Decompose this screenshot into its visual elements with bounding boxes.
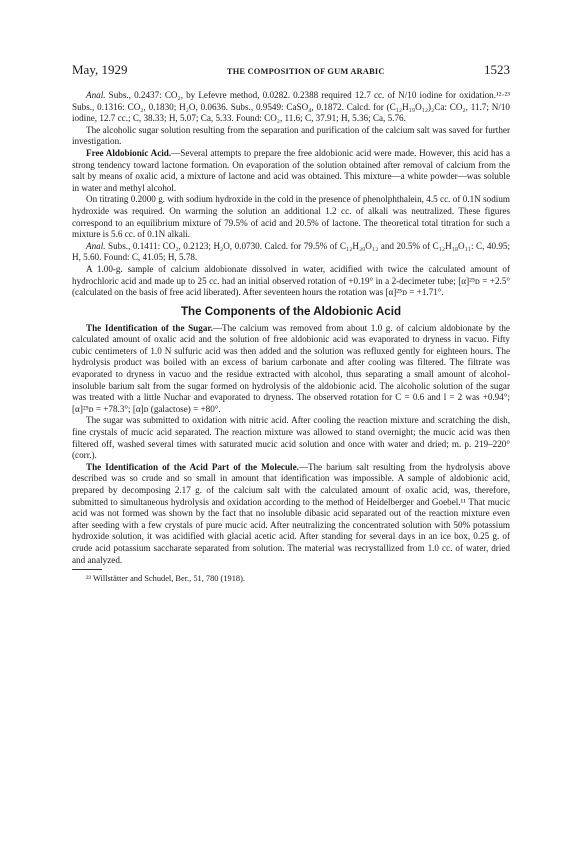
paragraph-lead: Anal. (86, 90, 106, 100)
paragraph-text: On titrating 0.2000 g. with sodium hydroxide in the cold in the presence of phenolphthalein, 4.5 cc. of 0.1N sodium hydroxide was required. On warming the solution an additional 1.2 cc. of alkali was neutralized. These figures correspond to an equilibrium mixture of 79.5% of acid and 20.5% of lactone. The theoretical total titration for such a mixture is 5.6 cc. of 0.1N alkali. (72, 194, 510, 240)
paragraph-titration (72, 194, 510, 240)
paragraph-nitric-oxidation (72, 415, 510, 461)
paragraph-text: The sugar was submitted to oxidation with nitric acid. After cooling the reaction mixture and scratching the dish, fine crystals of mucic acid separated. The reaction mixture was allowed to stand overnight; the mucic acid was then filtered off, washed several times with saturated mucic acid solution and once with water and dried; m. p. 219–220° (corr.). (72, 415, 510, 461)
section-heading: The Components of the Aldobionic Acid (180, 304, 402, 318)
journal-page (72, 62, 510, 584)
footnote: ²³ Willstätter and Schudel, Ber., 51, 780 (1918). (86, 574, 245, 584)
paragraph-text: Subs., 0.2437: CO₂, by Lefevre method, 0.0282. 0.2388 required 12.7 cc. of N/10 iodine for oxidation.¹²·²³ Subs., 0.1316: CO₂, 0.1830; H₂O, 0.0636. Subs., 0.9549: CaSO₄, 0.1872. Calcd. for (C₁₂H₁₉O₁₂)₂Ca: CO₂, 11.7; N/10 iodine, 12.7 cc.; C, 38.33; H, 5.07; Ca, 5.33. Found: CO₂, 11.6; C, 37.91; H, 5.36; Ca, 5.76. (72, 90, 510, 124)
page-number: 1523 (484, 62, 510, 77)
paragraph-text: The alcoholic sugar solution resulting from the separation and purification of the calcium salt was saved for further investigation. (72, 124, 510, 147)
paragraph-text: —Several attempts to prepare the free aldobionic acid were made. However, this acid has a strong tendency toward lactone formation. On evaporation of the solution obtained after removal of calcium from the salt by means of oxalic acid, a mixture of lactone and acid was obtained. This mixture—a white powder—was soluble in water and methyl alcohol. (72, 147, 510, 193)
paragraph-lead: The Identification of the Acid Part of the Molecule. (86, 461, 299, 472)
paragraph-lead: The Identification of the Sugar. (86, 322, 213, 333)
paragraph-free-aldobionic-acid (72, 148, 510, 194)
paragraph-text: A 1.00-g. sample of calcium aldobionate dissolved in water, acidified with twice the calculated amount of hydrochloric acid and made up to 25 cc. had an initial observed rotation of +0.19° in a 2-decimeter tube; [α]²⁵ᴅ = +2.5° (calculated on the basis of free acid liberated). After seventeen hours the rotation was [α]²⁵ᴅ = +1.71°. (72, 263, 510, 298)
issue-date: May, 1929 (72, 62, 128, 77)
paragraph-identification-sugar (72, 323, 510, 416)
paragraph-text: —The calcium was removed from about 1.0 g. of calcium aldobionate by the calculated amount of oxalic acid and the solution of free aldobionic acid was evaporated to dryness in vacuo. Fifty cubic centimeters of 1.0 N sulfuric acid was then added and the solution was refluxed gently for eighteen hours. The hydrolysis product was boiled with an excess of barium carbonate and after cooling was filtered. The filtrate was evaporated to dryness in vacuo and the residue extracted with alcohol, thus separating a small amount of alcohol-insoluble barium salt from the sugar formed on hydrolysis of the aldobionic acid. The alcoholic solution of the sugar was treated with a little Nuchar and evaporated to dryness. The observed rotation for C = 0.6 and l = 2 was +0.94°; [α]²⁵ᴅ = +78.3°; [α]ᴅ (galactose) = +80°. (72, 322, 510, 414)
paragraph-analysis-1 (72, 90, 510, 125)
paragraph-text: —The barium salt resulting from the hydrolysis above described was so crude and so small in amount that identification was impossible. A sample of aldobionic acid, prepared by decomposing 2.17 g. of the calcium salt with the calculated amount of oxalic acid, was, therefore, submitted to simultaneous hydrolysis and oxidation according to the method of Heidelberger and Goebel.¹¹ That mucic acid was not formed was shown by the fact that no insoluble dibasic acid separated out of the reaction mixture even after seeding with a few crystals of pure mucic acid. After neutralizing the concentrated solution with 50% potassium hydroxide solution, it was acidified with glacial acetic acid. After standing for several days in an ice box, 0.25 g. of crude acid potassium saccharate separated from solution. The material was recrystallized from 1.0 cc. of water, dried and analyzed. (72, 461, 510, 565)
paragraph-analysis-2 (72, 241, 510, 264)
footnote-divider (72, 569, 102, 570)
running-title: THE COMPOSITION OF GUM ARABIC (226, 67, 385, 76)
paragraph-lead: Anal. (86, 240, 106, 251)
paragraph-alcoholic-solution (72, 125, 510, 148)
paragraph-lead: Free Aldobionic Acid. (86, 147, 172, 158)
paragraph-rotation (72, 264, 510, 299)
paragraph-identification-acid (72, 462, 510, 566)
page-header (72, 62, 510, 78)
paragraph-text: Subs., 0.1411: CO₂, 0.2123; H₂O, 0.0730. Calcd. for 79.5% of C₁₂H₂₀O₁₂ and 20.5% of C₁₂H₁₈O₁₁: C, 40.95; H, 5.60. Found: C, 41.05; H, 5.78. (72, 240, 510, 263)
